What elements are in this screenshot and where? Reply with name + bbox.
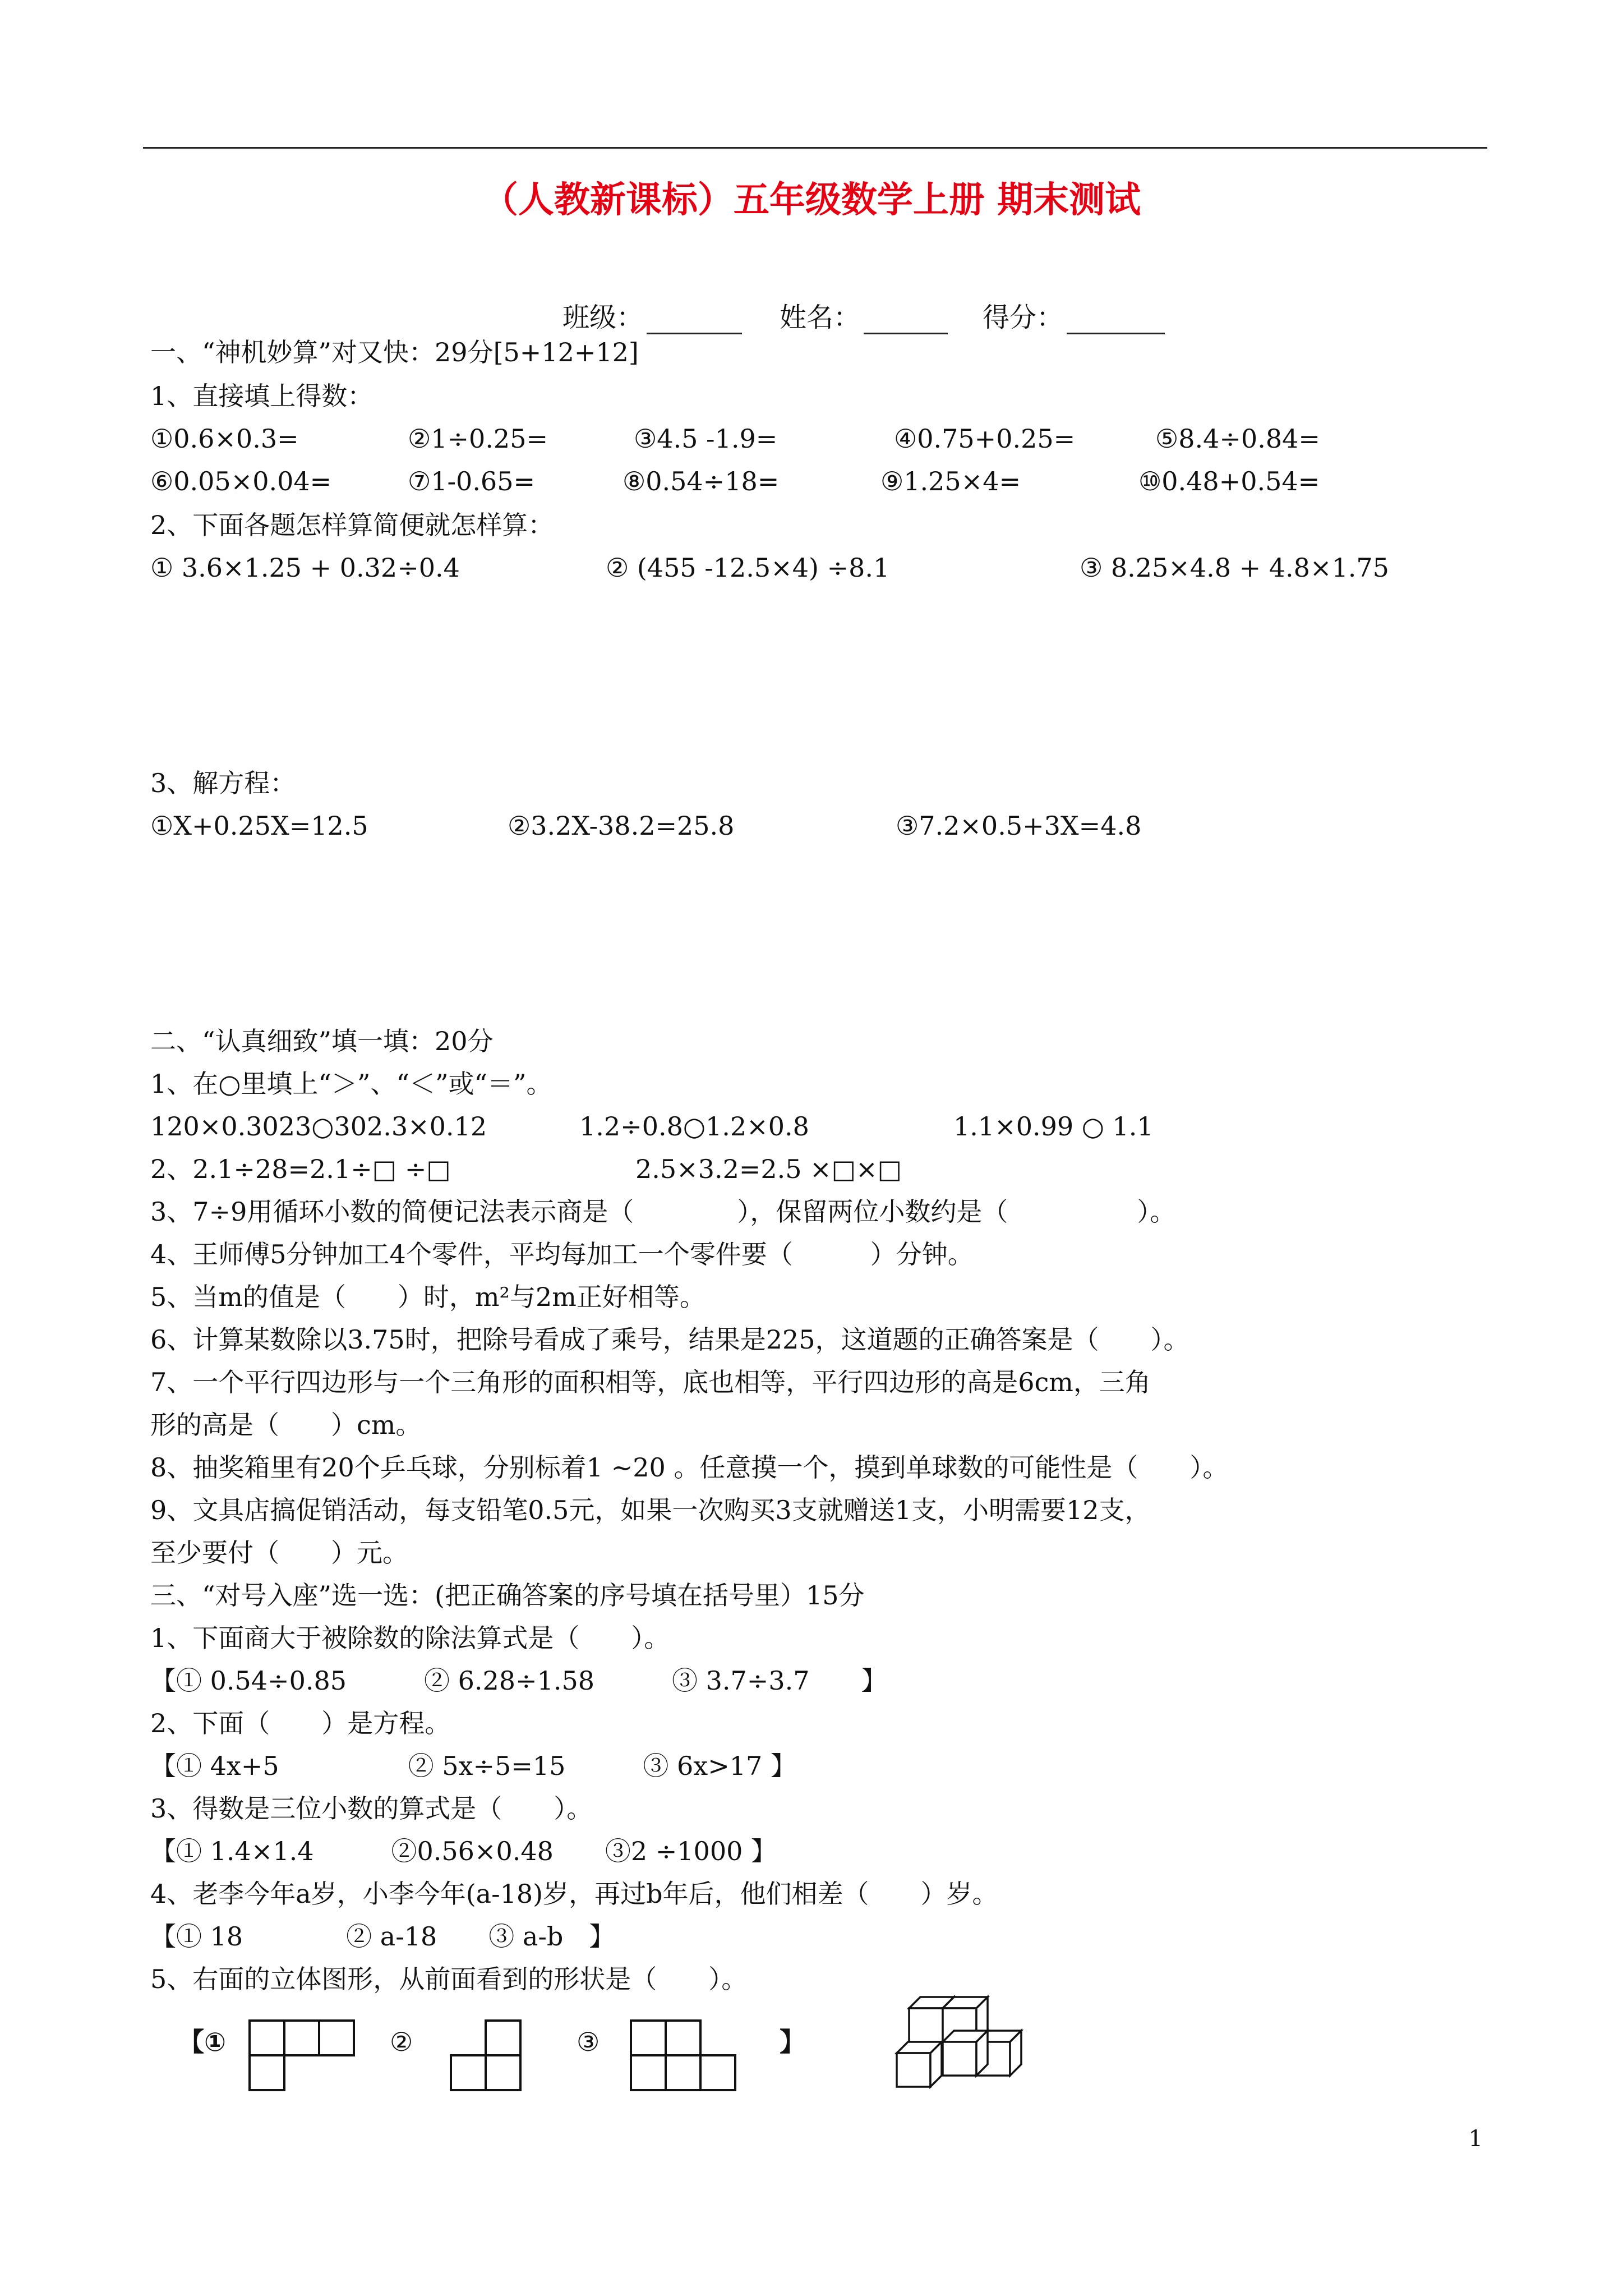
choice-q2: 2、下面（ ）是方程。 bbox=[150, 1708, 451, 1738]
calc-item: ④0.75+0.25= bbox=[894, 424, 1076, 454]
simplify-item: ③ 8.25×4.8 + 4.8×1.75 bbox=[1080, 553, 1389, 583]
fill-q2a: 2、2.1÷28=2.1÷□ ÷□ bbox=[150, 1154, 451, 1184]
fill-q7b: 形的高是（ ）cm。 bbox=[150, 1410, 422, 1440]
fill-q7a: 7、一个平行四边形与一个三角形的面积相等，底也相等，平行四边形的高是6cm，三角 bbox=[150, 1367, 1151, 1397]
score-label: 得分： bbox=[983, 296, 1165, 334]
calc-item: ⑨1.25×4= bbox=[880, 466, 1021, 496]
compare-item: 1.1×0.99 ○ 1.1 bbox=[953, 1111, 1154, 1142]
fill-q4: 4、王师傅5分钟加工4个零件，平均每加工一个零件要（ ）分钟。 bbox=[150, 1239, 974, 1269]
q3-title: 3、解方程： bbox=[150, 768, 296, 798]
simplify-item: ② (455 -12.5×4) ÷8.1 bbox=[606, 553, 890, 583]
fill-q2b: 2.5×3.2=2.5 ×□×□ bbox=[635, 1154, 902, 1184]
fill-q5: 5、当m的值是（ ）时，m²与2m正好相等。 bbox=[150, 1282, 706, 1312]
q2-title: 2、下面各题怎样算简便就怎样算： bbox=[150, 510, 554, 540]
calc-item: ⑦1-0.65= bbox=[408, 466, 536, 496]
q5-option-2-label: ② bbox=[390, 2027, 413, 2057]
calc-item: ③4.5 -1.9= bbox=[634, 424, 778, 454]
compare-item: 120×0.3023○302.3×0.12 bbox=[150, 1111, 487, 1142]
equation-item: ③7.2×0.5+3X=4.8 bbox=[896, 811, 1142, 841]
fill-q8: 8、抽奖箱里有20个乒乓球，分别标着1 ~20 。任意摸一个，摸到单球数的可能性是（ ）。 bbox=[150, 1452, 1229, 1483]
choice-q5: 5、右面的立体图形，从前面看到的形状是（ ）。 bbox=[150, 1964, 748, 1994]
calc-item: ⑩0.48+0.54= bbox=[1138, 466, 1320, 496]
calc-item: ②1÷0.25= bbox=[408, 424, 548, 454]
choice-q2-options: 【① 4x+5 ② 5x÷5=15 ③ 6x>17 】 bbox=[150, 1751, 796, 1781]
choice-q3: 3、得数是三位小数的算式是（ ）。 bbox=[150, 1793, 593, 1824]
q1-title: 1、直接填上得数： bbox=[150, 381, 374, 411]
q5-options-close: 】 bbox=[780, 2027, 805, 2057]
q5-option-3-label: ③ bbox=[577, 2027, 600, 2057]
compare-item: 1.2÷0.8○1.2×0.8 bbox=[579, 1111, 809, 1142]
equation-item: ②3.2X-38.2=25.8 bbox=[508, 811, 735, 841]
fill-q9b: 至少要付（ ）元。 bbox=[150, 1538, 408, 1568]
page-number: 1 bbox=[1468, 2126, 1483, 2152]
section-2-heading: 二、“认真细致”填一填：20分 bbox=[150, 1026, 494, 1056]
section-3-heading: 三、“对号入座”选一选：(把正确答案的序号填在括号里）15分 bbox=[150, 1580, 865, 1611]
calc-item: ⑥0.05×0.04= bbox=[150, 466, 332, 496]
class-label: 班级： bbox=[562, 296, 742, 334]
equation-item: ①X+0.25X=12.5 bbox=[150, 811, 368, 841]
q5-solid-figure bbox=[895, 1990, 1035, 2128]
choice-q4: 4、老李今年a岁，小李今年(a-18)岁，再过b年后，他们相差（ ）岁。 bbox=[150, 1879, 998, 1909]
choice-q3-options: 【① 1.4×1.4 ②0.56×0.48 ③2 ÷1000 】 bbox=[150, 1836, 777, 1866]
simplify-item: ① 3.6×1.25 + 0.32÷0.4 bbox=[150, 553, 460, 583]
calc-item: ⑧0.54÷18= bbox=[623, 466, 780, 496]
fill-q1: 1、在○里填上“＞”、“＜”或“＝”。 bbox=[150, 1069, 552, 1099]
q5-option-3-figure bbox=[630, 2019, 742, 2098]
calc-item: ①0.6×0.3= bbox=[150, 424, 299, 454]
fill-q9a: 9、文具店搞促销活动，每支铅笔0.5元，如果一次购买3支就赠送1支，小明需要12支， bbox=[150, 1495, 1151, 1525]
header-rule bbox=[143, 147, 1487, 149]
section-1-heading: 一、“神机妙算”对又快：29分[5+12+12] bbox=[150, 337, 639, 367]
q5-option-2-figure bbox=[449, 2019, 527, 2098]
choice-q1-options: 【① 0.54÷0.85 ② 6.28÷1.58 ③ 3.7÷3.7 】 bbox=[150, 1665, 887, 1696]
q5-option-1-label: 【① bbox=[178, 2027, 226, 2057]
calc-item: ⑤8.4÷0.84= bbox=[1155, 424, 1320, 454]
name-label: 姓名： bbox=[780, 296, 948, 334]
fill-q6: 6、计算某数除以3.75时，把除号看成了乘号，结果是225，这道题的正确答案是（ ）。 bbox=[150, 1324, 1189, 1355]
choice-q4-options: 【① 18 ② a-18 ③ a-b 】 bbox=[150, 1921, 615, 1952]
fill-q3: 3、7÷9用循环小数的简便记法表示商是（ ），保留两位小数约是（ ）。 bbox=[150, 1197, 1176, 1227]
page-title: （人教新课标）五年级数学上册 期末测试 bbox=[482, 180, 1141, 221]
q5-option-1-figure bbox=[248, 2019, 361, 2098]
choice-q1: 1、下面商大于被除数的除法算式是（ ）。 bbox=[150, 1623, 670, 1653]
